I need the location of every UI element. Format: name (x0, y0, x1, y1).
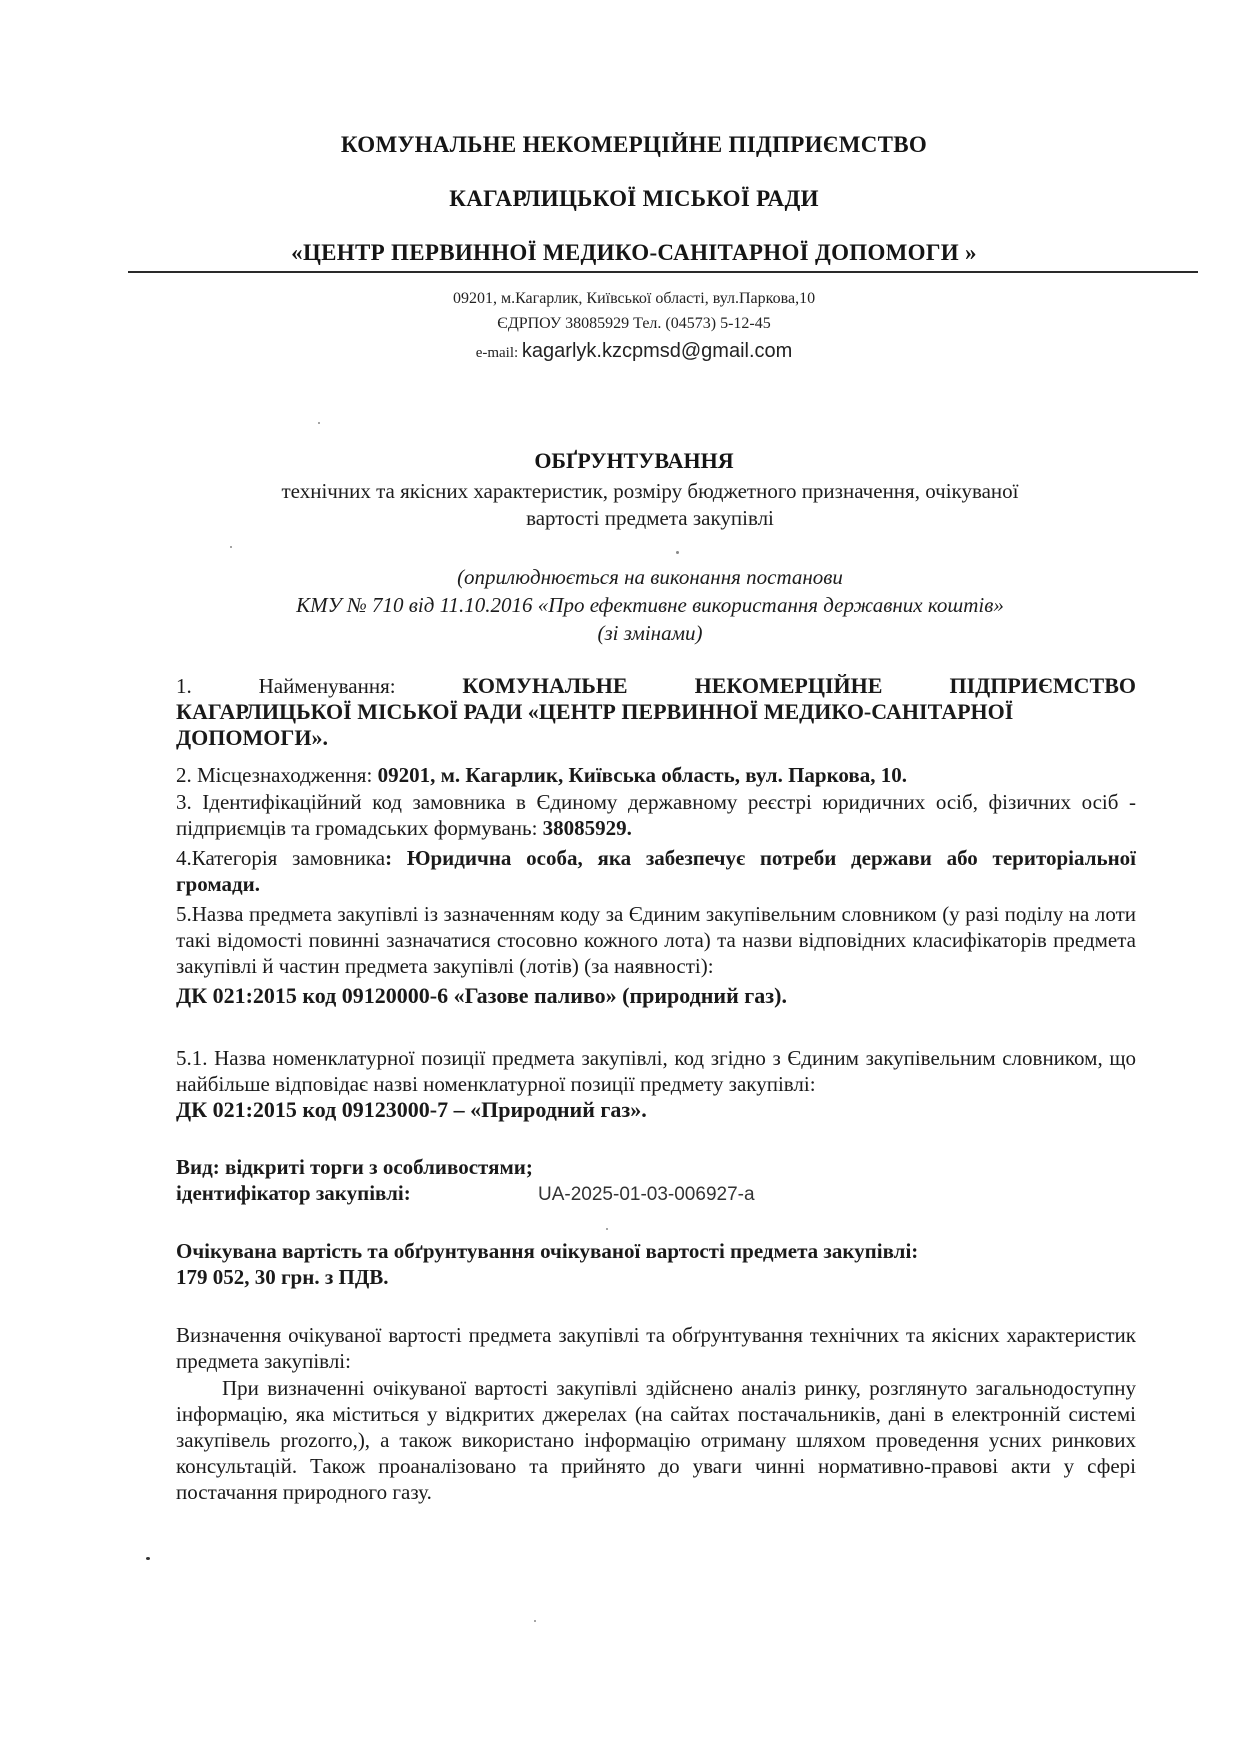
item-4-category (176, 845, 1136, 897)
org-name-line2: КАГАРЛИЦЬКОЇ МІСЬКОЇ РАДИ (449, 186, 819, 211)
scan-speck (230, 546, 232, 548)
procurement-id-row (176, 1180, 1136, 1208)
item-5-subject: 5.Назва предмета закупівлі із зазначенням коду за Єдиним закупівельним словником (у разі поділу на лоти такі відомості повинні зазначатися стосовно кожного лота) та назви відповідних класифікаторів предмета закупівлі й частин предмета закупівлі (лотів) (за наявності): (176, 902, 1136, 978)
document-subtitle (200, 478, 1100, 532)
document-title: ОБҐРУНТУВАННЯ (534, 448, 734, 473)
scan-speck (146, 1557, 150, 1560)
org-codes: ЄДРПОУ 38085929 Тел. (04573) 5-12-45 (497, 315, 771, 332)
subtitle-line1: технічних та якісних характеристик, розміру бюджетного призначення, очікуваної (281, 479, 1019, 503)
org-name-line1: КОМУНАЛЬНЕ НЕКОМЕРЦІЙНЕ ПІДПРИЄМСТВО (340, 132, 928, 157)
publication-note (180, 563, 1120, 647)
expected-cost-heading: Очікувана вартість та обґрунтування очікуваної вартості предмета закупівлі: (176, 1239, 919, 1263)
scan-speck (606, 1228, 608, 1230)
justification-paragraph: При визначенні очікуваної вартості закупівлі здійснено аналіз ринку, розглянуто загальнодоступну інформацію, яка міститься у відкритих джерелах (на сайтах постачальників, дані в електронній системі закупівель prozorro,), а також використано інформацію отриману шляхом проведення усних ринкових консультацій. Також проаналізовано та прийнято до уваги чинні нормативно-правові акти у сфері постачання природного газу. (176, 1376, 1136, 1504)
org-address: 09201, м.Кагарлик, Київської області, вул.Паркова,10 (452, 290, 816, 307)
header-divider (128, 271, 1198, 273)
org-name-line3: «ЦЕНТР ПЕРВИННОЇ МЕДИКО-САНІТАРНОЇ ДОПОМОГИ » (291, 240, 977, 265)
item-2-location (176, 762, 1136, 788)
subtitle-line2: вартості предмета закупівлі (526, 506, 774, 530)
note-line2: КМУ № 710 від 11.10.2016 «Про ефективне використання державних коштів» (296, 593, 1004, 617)
justification-intro: Визначення очікуваної вартості предмета закупівлі та обґрунтування технічних та якісних характеристик предмета закупівлі: (176, 1323, 1136, 1373)
procurement-id-label: ідентифікатор закупівлі: (176, 1181, 411, 1205)
note-line1: (оприлюднюється на виконання постанови (457, 565, 843, 589)
item-1-value-a: КОМУНАЛЬНЕ НЕКОМЕРЦІЙНЕ ПІДПРИЄМСТВО (462, 673, 1136, 698)
org-email (28, 340, 1240, 363)
item-1-label: 1. Найменування: (176, 674, 463, 698)
email-label: e-mail: (475, 345, 522, 361)
item-4-value: : Юридична особа, яка забезпечує потреби держави або територіальної громади. (176, 846, 1137, 896)
item-1-value-b: КАГАРЛИЦЬКОЇ МІСЬКОЇ РАДИ «ЦЕНТР ПЕРВИННОЇ МЕДИКО-САНІТАРНОЇ (176, 699, 1014, 724)
email-value: kagarlyk.kzcpmsd@gmail.com (521, 340, 793, 362)
scan-speck (318, 422, 320, 424)
scan-speck (676, 551, 679, 554)
procurement-type: Вид: відкриті торги з особливостями; (176, 1155, 533, 1179)
item-3-text: 3. Ідентифікаційний код замовника в Єдиному державному реєстрі юридичних осіб, фізичних осіб - підприємців та громадських формувань: (176, 790, 1136, 840)
item-3-id-code (176, 789, 1136, 841)
item-2-value: 09201, м. Кагарлик, Київська область, вул. Паркова, 10. (377, 763, 907, 787)
item-5-1-nomenclature: 5.1. Назва номенклатурної позиції предмета закупівлі, код згідно з Єдиним закупівельним словником, що найбільше відповідає назві номенклатурної позиції предмету закупівлі: (176, 1046, 1136, 1096)
note-line3: (зі змінами) (597, 621, 703, 645)
item-4-label: 4.Категорія замовника (176, 846, 386, 870)
expected-cost-value: 179 052, 30 грн. з ПДВ. (176, 1265, 389, 1289)
item-2-label: 2. Місцезнаходження: (176, 763, 378, 787)
item-5-1-code: ДК 021:2015 код 09123000-7 – «Природний газ». (176, 1097, 647, 1122)
item-3-value: 38085929. (542, 816, 632, 840)
procurement-id-value: UA-2025-01-03-006927-a (538, 1184, 755, 1205)
item-1-value-c: ДОПОМОГИ». (176, 725, 328, 750)
item-1-name (176, 673, 1136, 751)
item-5-code: ДК 021:2015 код 09120000-6 «Газове паливо» (природний газ). (176, 983, 787, 1008)
scan-speck (534, 1620, 536, 1622)
